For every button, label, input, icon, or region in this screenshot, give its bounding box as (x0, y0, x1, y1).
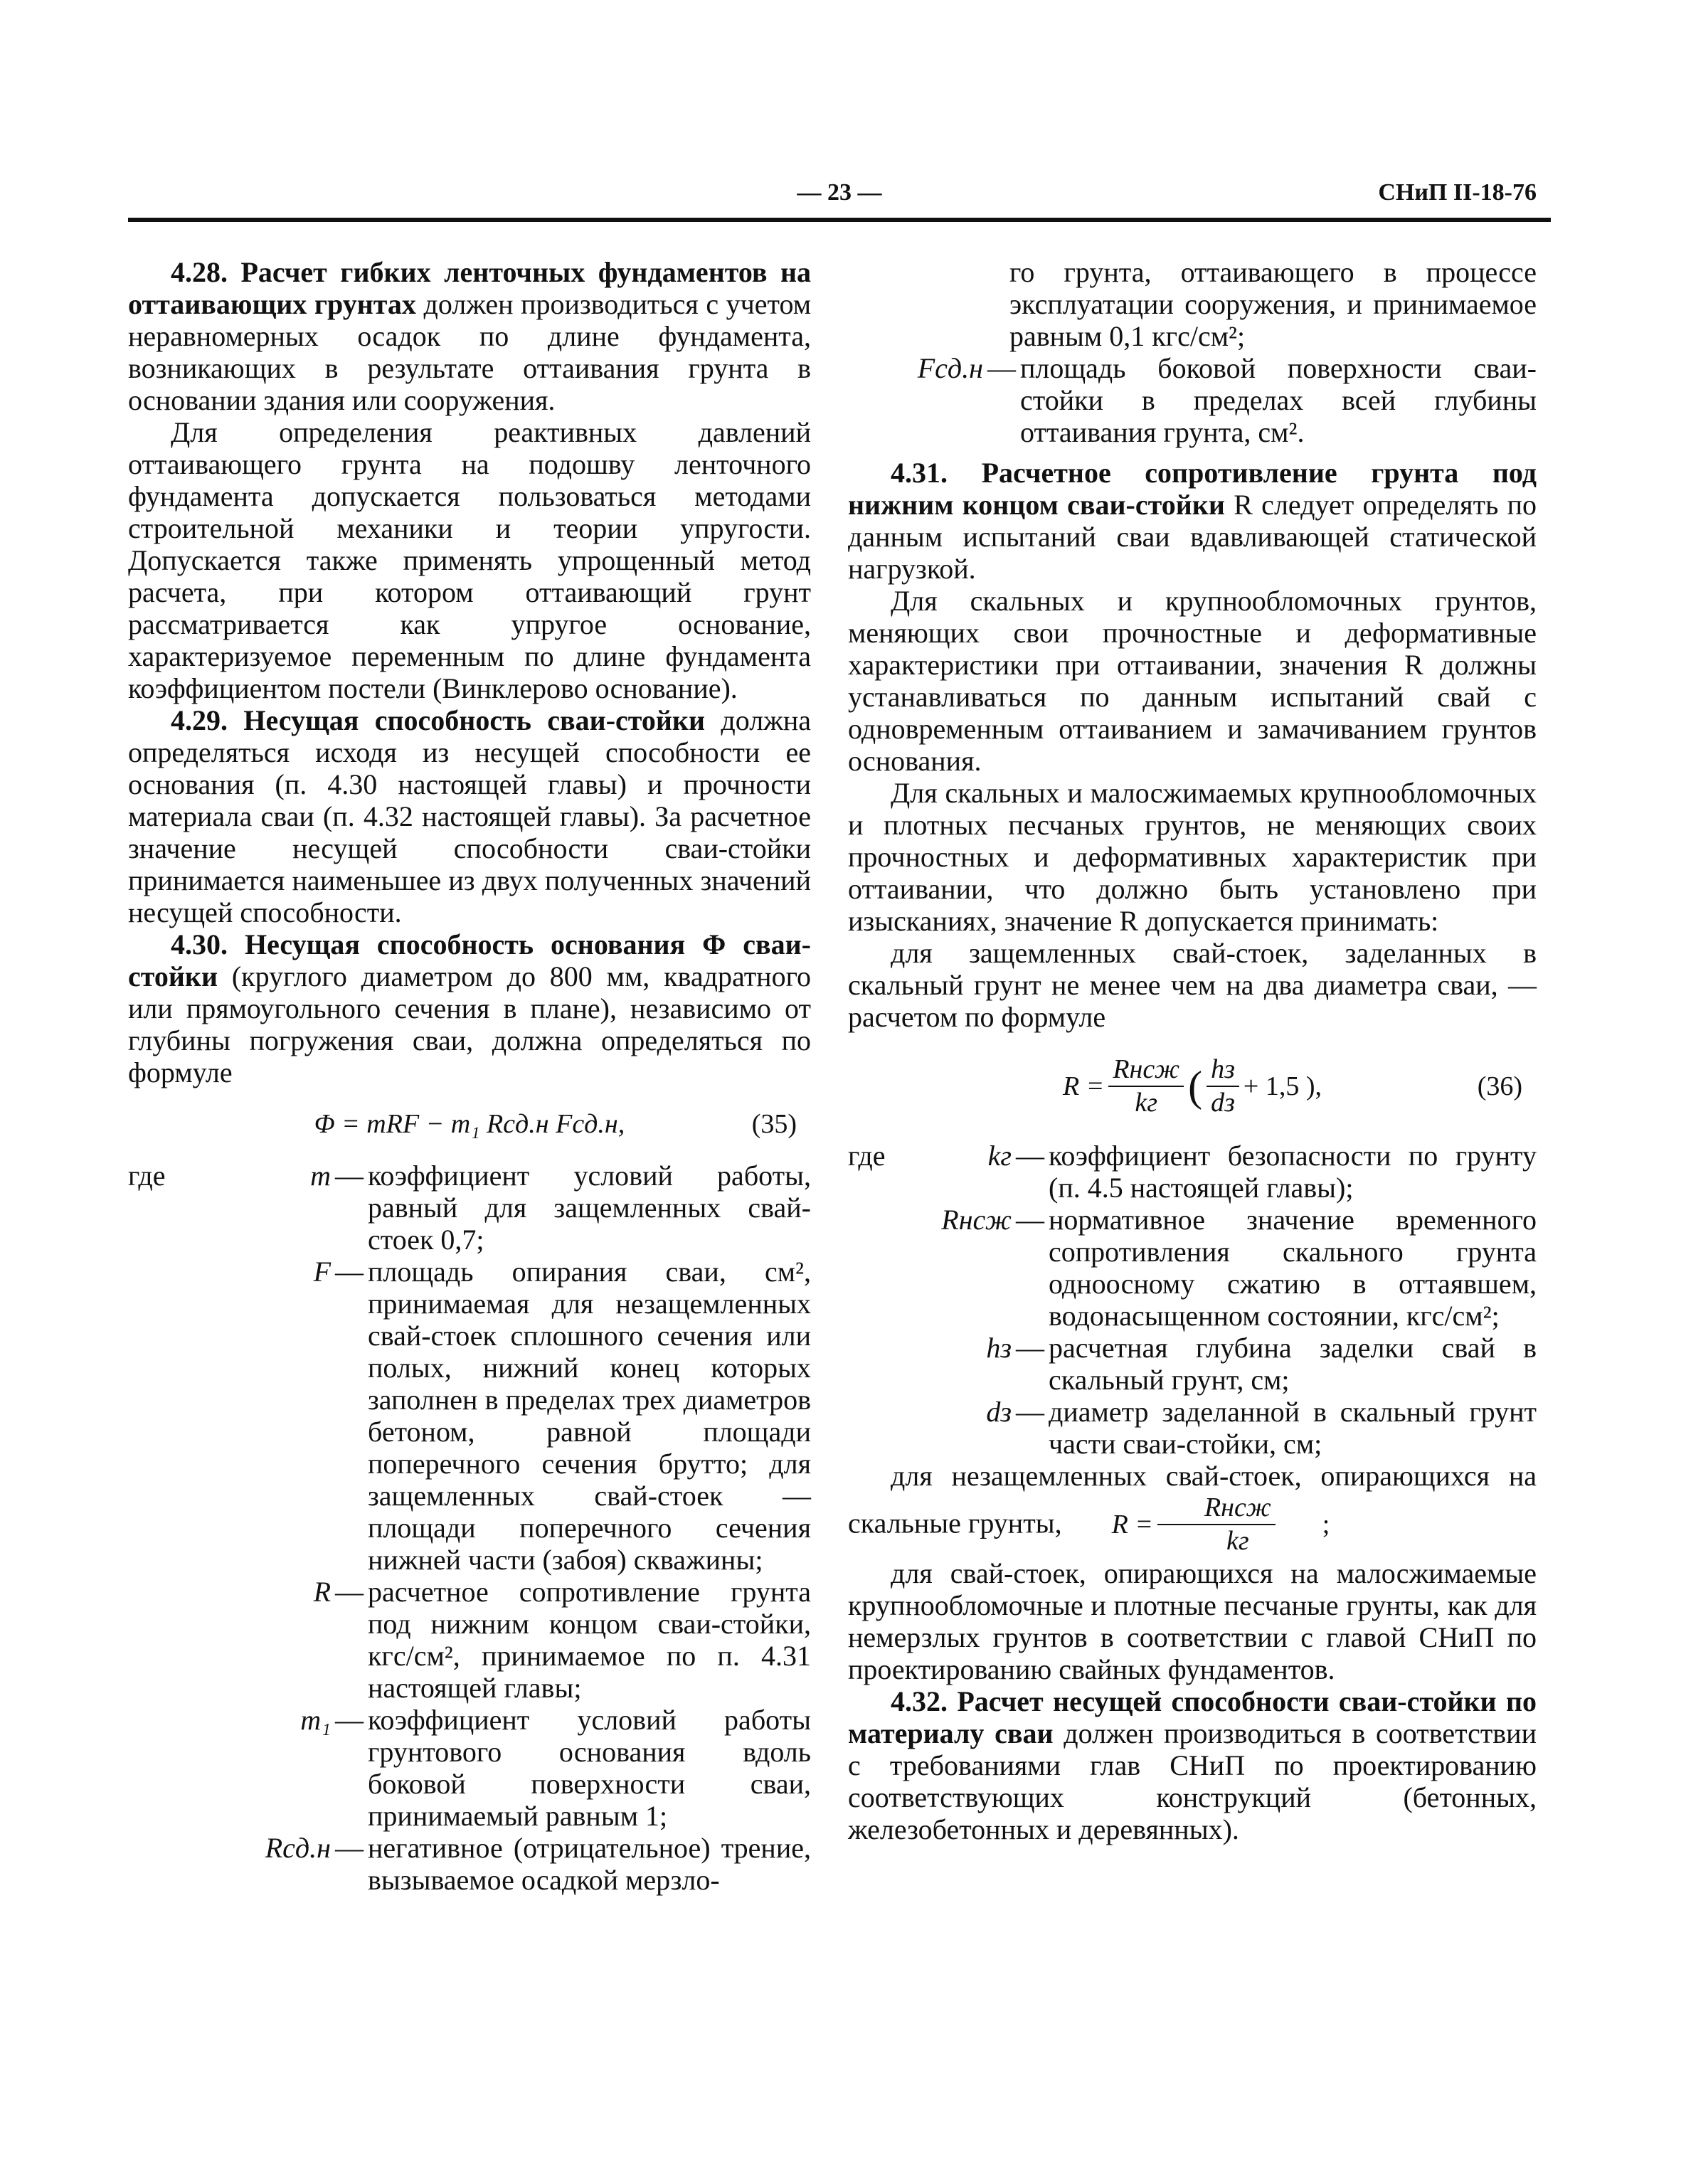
section-4-31-title: 4.31. Расчетное сопротивление грунта под нижним концом сваи-стойки (848, 457, 1537, 521)
definition-continued (848, 256, 1537, 352)
definition-hz (848, 1332, 1537, 1396)
fraction-numerator: Rнсж (1108, 1054, 1184, 1087)
fraction-numerator: hз (1207, 1054, 1239, 1087)
definition-symbol: hз (986, 1332, 1012, 1364)
fraction-denominator: kг (1135, 1088, 1158, 1118)
section-4-28-body: должен производиться с учетом неравномерных осадок по длине фундамента, возникающих в результате оттаивания грунта в основании здания или сооружения. (128, 288, 812, 416)
formula-36 (848, 1033, 1537, 1140)
definition-Fsd (848, 352, 1537, 448)
paragraph-unclamped (848, 1460, 1537, 1557)
definition-R (128, 1576, 811, 1704)
header-rule (128, 218, 1551, 222)
definition-dash: — (987, 352, 1016, 384)
definition-symbol: dз (986, 1396, 1012, 1428)
definition-text: го грунта, оттаивающего в процессе эксплуатации сооружения, и принимаемое равным 0,1 кгс/см²; (1009, 256, 1537, 352)
section-4-30 (128, 928, 811, 1088)
definition-dash: — (1016, 1204, 1044, 1236)
section-4-29-title: 4.29. Несущая способность сваи-стойки (171, 704, 706, 736)
formula-35 (128, 1088, 811, 1160)
formula-35-expr: Φ = mRF − m₁ Rсд.н Fсд.н, (314, 1108, 625, 1139)
formula-36-lhs: R = (1062, 1071, 1105, 1101)
section-4-32-body: должен производиться в соответствии с требованиями глав СНиП по проектированию соответствующих конструкций (бетонных, железобетонных и деревянных). (848, 1717, 1537, 1845)
section-4-31-body: R следует определять по данным испытаний сваи вдавливающей статической нагрузкой. (848, 489, 1537, 585)
formula-36-tail: + 1,5 ), (1243, 1071, 1322, 1101)
definition-symbol: Rнсж (941, 1204, 1012, 1236)
definition-dash: — (335, 1832, 364, 1864)
paragraph-rock-2: Для скальных и малосжимаемых крупнообломочных и плотных песчаных грунтов, не меняющих своих прочностных и деформативных характеристик при оттаивании, что должно быть установлено при изысканиях, значение R допускается принимать: (848, 777, 1537, 937)
definition-dash: — (1016, 1140, 1044, 1172)
definition-symbol: Fсд.н (917, 352, 983, 384)
definition-symbol: kг (987, 1140, 1012, 1172)
section-4-28-title: 4.28. Расчет гибких ленточных фундаментов на оттаивающих грунтах (128, 256, 811, 320)
definition-text: диаметр заделанной в скальный грунт части сваи-стойки, см; (1049, 1396, 1537, 1460)
section-4-32 (848, 1685, 1537, 1845)
section-4-30-title: 4.30. Несущая способность основания Φ сваи-стойки (128, 928, 811, 992)
definition-kg (848, 1140, 1537, 1204)
definition-text: расчетная глубина заделки свай в скальный грунт, см; (1049, 1332, 1537, 1396)
paragraph-reactive: Для определения реактивных давлений оттаивающего грунта на подошву ленточного фундамента допускается пользоваться методами строительной механики и теории упругости. Допускается также применять упрощенный метод расчета, при котором оттаивающий грунт рассматривается как упругое основание, характеризуемое переменным по длине фундамента коэффициентом постели (Винклерово основание). (128, 416, 811, 704)
definition-symbol: m₁ (300, 1704, 331, 1736)
document-code: СНиП II-18-76 (1378, 179, 1537, 206)
definition-dash: — (1016, 1396, 1044, 1428)
definition-text: коэффициент безопасности по грунту (п. 4.5 настоящей главы); (1049, 1140, 1537, 1204)
definition-Rnszh (848, 1204, 1537, 1332)
section-4-31 (848, 457, 1537, 585)
definition-dash: — (335, 1160, 364, 1192)
definition-symbol: R (313, 1576, 331, 1608)
right-column (848, 256, 1537, 1845)
section-4-28 (128, 256, 811, 416)
paragraph-low-compress: для свай-стоек, опирающихся на малосжимаемые крупнообломочные и плотные песчаные грунты, как для немерзлых грунтов в соответствии с главой СНиП по проектированию свайных фундаментов. (848, 1557, 1537, 1685)
paragraph-unclamped-text: для незащемленных свай-стоек, опирающихся на скальные грунты, (848, 1460, 1537, 1539)
open-paren: ( (1188, 1062, 1203, 1110)
definition-dash: — (335, 1576, 364, 1608)
definition-dash: — (335, 1704, 364, 1736)
formula-36-fraction (1108, 1054, 1184, 1119)
formula-unclamped-end: ; (1322, 1509, 1330, 1539)
definition-dash: — (335, 1256, 364, 1288)
definition-m1 (128, 1704, 811, 1832)
section-4-29-body: должна определяться исходя из несущей способности ее основания (п. 4.30 настоящей главы) и прочности материала сваи (п. 4.32 настоящей главы). За расчетное значение несущей способности сваи-стойки принимается наименьшее из двух полученных значений несущей способности. (128, 704, 812, 928)
definition-Rsd (128, 1832, 811, 1896)
definition-symbol: m (310, 1160, 331, 1192)
definition-text: расчетное сопротивление грунта под нижним концом сваи-стойки, кгс/см², принимаемое по п. 4.31 настоящей главы; (368, 1576, 811, 1704)
formula-36-inner-fraction (1207, 1054, 1239, 1119)
left-column (128, 256, 811, 1896)
where-label: где (848, 1140, 886, 1172)
definition-m (128, 1160, 811, 1256)
paragraph-clamped: для защемленных свай-стоек, заделанных в скальный грунт не менее чем на два диаметра сваи, — расчетом по формуле (848, 937, 1537, 1033)
formula-35-number: (35) (751, 1108, 797, 1139)
definition-dash: — (1016, 1332, 1044, 1364)
fraction-denominator: kг (1226, 1526, 1249, 1556)
definition-text: коэффициент условий работы, равный для защемленных свай-стоек 0,7; (368, 1160, 811, 1256)
definition-dz (848, 1396, 1537, 1460)
definition-text: коэффициент условий работы грунтового основания вдоль боковой поверхности сваи, принимаемый равным 1; (368, 1704, 811, 1832)
definition-text: площадь опирания сваи, см², принимаемая для незащемленных свай-стоек сплошного сечения или полых, нижний конец которых заполнен в пределах трех диаметров бетоном, равной площади поперечного сечения брутто; для защемленных свай-стоек — площади поперечного сечения нижней части (забоя) скважины; (368, 1256, 811, 1576)
page-header (128, 175, 1551, 222)
definition-symbol: Rсд.н (265, 1832, 331, 1864)
fraction-denominator: dз (1211, 1088, 1235, 1118)
page-number: — 23 — (797, 179, 882, 206)
definition-symbol: F (313, 1256, 331, 1288)
formula-unclamped-lhs: R = (1111, 1509, 1153, 1539)
formula-unclamped-fraction (1157, 1492, 1276, 1557)
where-label: где (128, 1160, 166, 1192)
definition-text: площадь боковой поверхности сваи-стойки в пределах всей глубины оттаивания грунта, см². (1020, 352, 1537, 448)
definition-F (128, 1256, 811, 1576)
formula-36-number: (36) (1477, 1071, 1522, 1101)
formula-unclamped (1069, 1492, 1330, 1557)
section-4-29 (128, 704, 811, 928)
fraction-numerator: Rнсж (1157, 1492, 1276, 1525)
section-4-32-title: 4.32. Расчет несущей способности сваи-стойки по материалу сваи (848, 1685, 1537, 1749)
paragraph-rock-1: Для скальных и крупнообломочных грунтов, меняющих свои прочностные и деформативные характеристики при оттаивании, значения R должны устанавливаться по данным испытаний свай с одновременным оттаиванием и замачиванием грунтов основания. (848, 585, 1537, 777)
section-4-30-body: (круглого диаметром до 800 мм, квадратного или прямоугольного сечения в плане), независимо от глубины погружения сваи, должна определяться по формуле (128, 960, 811, 1088)
definition-text: негативное (отрицательное) трение, вызываемое осадкой мерзло- (368, 1832, 811, 1896)
definition-text: нормативное значение временного сопротивления скального грунта одноосному сжатию в оттаявшем, водонасыщенном состоянии, кгс/см²; (1049, 1204, 1537, 1332)
